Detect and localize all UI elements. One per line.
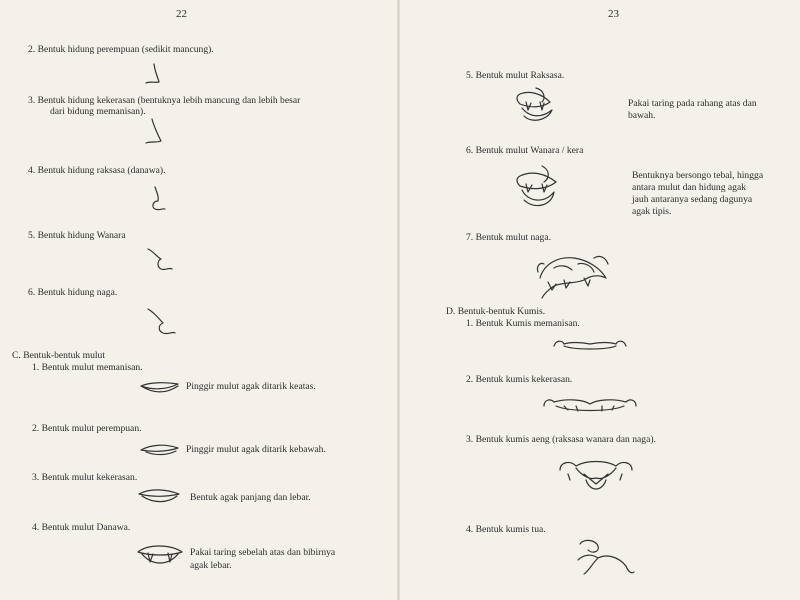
mouth-item-1: 1. Bentuk mulut memanisan. — [32, 362, 143, 373]
mouth-note-5-cont: bawah. — [628, 110, 656, 121]
mouth-item-6: 6. Bentuk mulut Wanara / kera — [466, 145, 584, 156]
nose-item-4: 4. Bentuk hidung raksasa (danawa). — [28, 165, 166, 176]
mouth-note-4: Pakai taring sebelah atas dan bibirnya — [190, 547, 336, 558]
moustache-sketch-kekerasan — [540, 392, 640, 418]
page-number-right: 23 — [608, 8, 619, 20]
mouth-note-6-cont2: jauh antaranya sedang dagunya — [632, 194, 753, 205]
nose-item-3: 3. Bentuk hidung kekerasan (bentuknya lebih mancung dan lebih besar — [28, 95, 301, 106]
moustache-item-2: 2. Bentuk kumis kekerasan. — [466, 374, 573, 385]
mouth-note-5: Pakai taring pada rahang atas dan — [628, 98, 757, 109]
right-page — [400, 0, 800, 600]
nose-item-3-cont: dari bidung memanisan). — [50, 106, 146, 117]
nose-sketch-perempuan — [140, 62, 164, 88]
mouth-item-7: 7. Bentuk mulut naga. — [466, 232, 551, 243]
moustache-item-1: 1. Bentuk Kumis memanisan. — [466, 318, 580, 329]
mouth-note-6-cont3: agak tipis. — [632, 206, 672, 217]
mouth-item-4: 4. Bentuk mulut Danawa. — [32, 522, 131, 533]
moustache-item-3: 3. Bentuk kumis aeng (raksasa wanara dan naga). — [466, 434, 656, 445]
mouth-sketch-danawa — [134, 540, 186, 572]
moustache-sketch-tua — [570, 536, 640, 580]
mouth-sketch-kekerasan — [136, 486, 182, 506]
mouth-sketch-memanisan — [138, 378, 182, 398]
nose-sketch-wanara — [145, 245, 177, 275]
nose-sketch-raksasa — [145, 185, 175, 215]
mouth-sketch-naga — [534, 248, 614, 302]
moustache-sketch-aeng — [556, 454, 636, 502]
left-page — [0, 0, 398, 600]
nose-item-5: 5. Bentuk hidung Wanara — [28, 230, 126, 241]
mouth-note-3: Bentuk agak panjang dan lebar. — [190, 492, 311, 503]
section-c-heading: C. Bentuk-bentuk mulut — [12, 350, 106, 361]
nose-sketch-naga — [145, 305, 179, 339]
nose-sketch-kekerasan — [140, 117, 166, 149]
mouth-note-2: Pinggir mulut agak ditarik kebawah. — [186, 444, 326, 455]
mouth-note-6: Bentuknya bersongo tebal, hingga — [632, 170, 764, 181]
page-number-left: 22 — [176, 8, 187, 20]
mouth-sketch-wanara — [512, 162, 564, 212]
mouth-note-6-cont1: antara mulut dan hidung agak — [632, 182, 747, 193]
mouth-item-3: 3. Bentuk mulut kekerasan. — [32, 472, 138, 483]
mouth-item-5: 5. Bentuk mulut Raksasa. — [466, 70, 565, 81]
moustache-sketch-memanisan — [550, 334, 630, 356]
section-d-heading: D. Bentuk-bentuk Kumis. — [446, 306, 546, 317]
mouth-note-1: Pinggir mulut agak ditarik keatas. — [186, 381, 316, 392]
mouth-sketch-perempuan — [138, 438, 182, 458]
moustache-item-4: 4. Bentuk kumis tua. — [466, 524, 546, 535]
nose-item-2: 2. Bentuk hidung perempuan (sedikit mancung). — [28, 44, 214, 55]
mouth-note-4-cont: agak lebar. — [190, 560, 232, 571]
nose-item-6: 6. Bentuk hidung naga. — [28, 287, 118, 298]
mouth-item-2: 2. Bentuk mulut perempuan. — [32, 423, 142, 434]
mouth-sketch-raksasa — [512, 84, 560, 128]
